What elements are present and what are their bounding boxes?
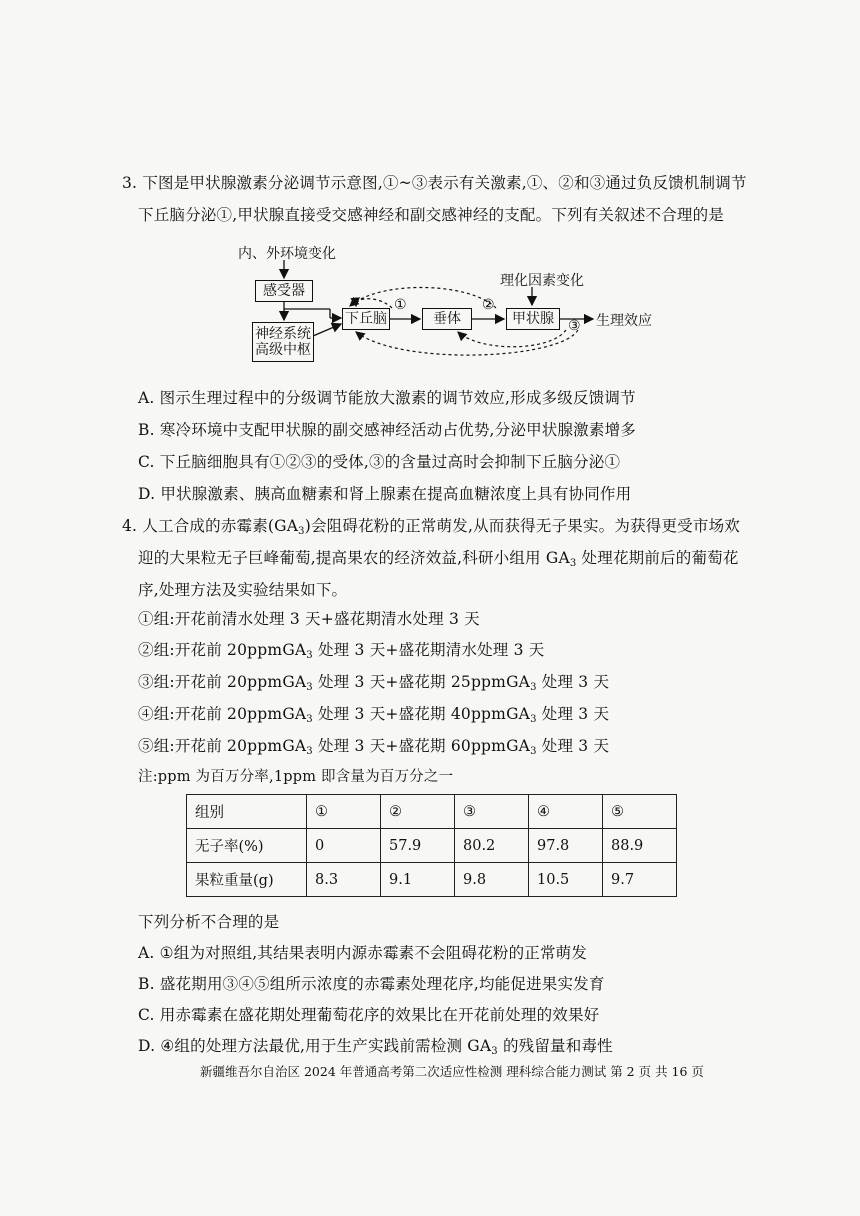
table-cell: 10.5: [529, 863, 603, 897]
hormone-2-mark: ②: [482, 297, 495, 313]
nervous-center-box: 神经系统 高级中枢: [252, 322, 314, 362]
q4-note: 注:ppm 为百万分率,1ppm 即含量为百万分之一: [138, 769, 454, 785]
table-cell: 8.3: [307, 863, 381, 897]
q3-option-c: C. 下丘脑细胞具有①②③的受体,③的含量过高时会抑制下丘脑分泌①: [138, 453, 621, 471]
table-cell: 无子率(%): [187, 829, 307, 863]
table-cell: 80.2: [455, 829, 529, 863]
table-header-cell: 组别: [187, 795, 307, 829]
table-cell: 57.9: [381, 829, 455, 863]
q4-question: 下列分析不合理的是: [138, 913, 280, 931]
table-header-cell: ⑤: [603, 795, 677, 829]
page-footer: 新疆维吾尔自治区 2024 年普通高考第二次适应性检测 理科综合能力测试 第 2 页 共 16 页: [200, 1064, 704, 1079]
q4-group-5: ⑤组:开花前 20ppmGA$_3$ 处理 3 天+盛花期 60ppmGA$_3$ 处理 3 天: [138, 737, 610, 757]
table-cell: 9.8: [455, 863, 529, 897]
table-header-cell: ①: [307, 795, 381, 829]
table-row: [187, 829, 677, 863]
results-table: [186, 794, 677, 897]
q4-group-2: ②组:开花前 20ppmGA$_3$ 处理 3 天+盛花期清水处理 3 天: [138, 641, 545, 661]
table-header-cell: ②: [381, 795, 455, 829]
physchem-change-label: 理化因素变化: [500, 273, 584, 289]
q3-stem-line2: 下丘脑分泌①,甲状腺直接受交感神经和副交感神经的支配。下列有关叙述不合理的是: [138, 206, 725, 224]
table-row: [187, 863, 677, 897]
q4-option-b: B. 盛花期用③④⑤组所示浓度的赤霉素处理花序,均能促进果实发育: [138, 975, 605, 993]
table-header-cell: ④: [529, 795, 603, 829]
physio-effect-label: 生理效应: [596, 313, 652, 329]
table-cell: 97.8: [529, 829, 603, 863]
q4-group-4: ④组:开花前 20ppmGA$_3$ 处理 3 天+盛花期 40ppmGA$_3$ 处理 3 天: [138, 705, 610, 725]
pituitary-box: 垂体: [422, 308, 472, 330]
table-cell: 9.7: [603, 863, 677, 897]
q4-option-a: A. ①组为对照组,其结果表明内源赤霉素不会阻碍花粉的正常萌发: [138, 944, 588, 962]
table-cell: 88.9: [603, 829, 677, 863]
receptor-box: 感受器: [255, 280, 313, 302]
q3-option-d: D. 甲状腺激素、胰高血糖素和肾上腺素在提高血糖浓度上具有协同作用: [138, 485, 632, 503]
table-header-cell: ③: [455, 795, 529, 829]
q4-group-3: ③组:开花前 20ppmGA$_3$ 处理 3 天+盛花期 25ppmGA$_3$ 处理 3 天: [138, 673, 610, 693]
q3-stem-line1: 3. 下图是甲状腺激素分泌调节示意图,①~③表示有关激素,①、②和③通过负反馈机制调节: [122, 174, 747, 192]
table-cell: 0: [307, 829, 381, 863]
q3-option-a: A. 图示生理过程中的分级调节能放大激素的调节效应,形成多级反馈调节: [138, 389, 636, 407]
q3-option-b: B. 寒冷环境中支配甲状腺的副交感神经活动占优势,分泌甲状腺激素增多: [138, 421, 636, 439]
q4-stem-line2: 迎的大果粒无子巨峰葡萄,提高果农的经济效益,科研小组用 $GA_3$ 处理花期前后的葡萄花: [138, 549, 739, 569]
thyroid-box: 甲状腺: [506, 308, 560, 330]
hypothalamus-box: 下丘脑: [342, 308, 390, 330]
diagram-arrows: [0, 0, 860, 400]
q4-stem-line1: 4. 人工合成的赤霉素$(GA_3)$会阻碍花粉的正常萌发,从而获得无子果实。为获得更受市场欢: [122, 517, 740, 537]
table-cell: 9.1: [381, 863, 455, 897]
q4-option-c: C. 用赤霉素在盛花期处理葡萄花序的效果比在开花前处理的效果好: [138, 1006, 600, 1024]
q4-stem-line3: 序,处理方法及实验结果如下。: [138, 581, 348, 599]
table-row: [187, 795, 677, 829]
hormone-1-mark: ①: [394, 297, 407, 313]
table-cell: 果粒重量(g): [187, 863, 307, 897]
hormone-3-mark: ③: [568, 318, 581, 334]
q4-group-1: ①组:开花前清水处理 3 天+盛花期清水处理 3 天: [138, 610, 480, 628]
q4-option-d: D. ④组的处理方法最优,用于生产实践前需检测 $GA_3$ 的残留量和毒性: [138, 1037, 613, 1057]
env-change-label: 内、外环境变化: [238, 246, 336, 262]
